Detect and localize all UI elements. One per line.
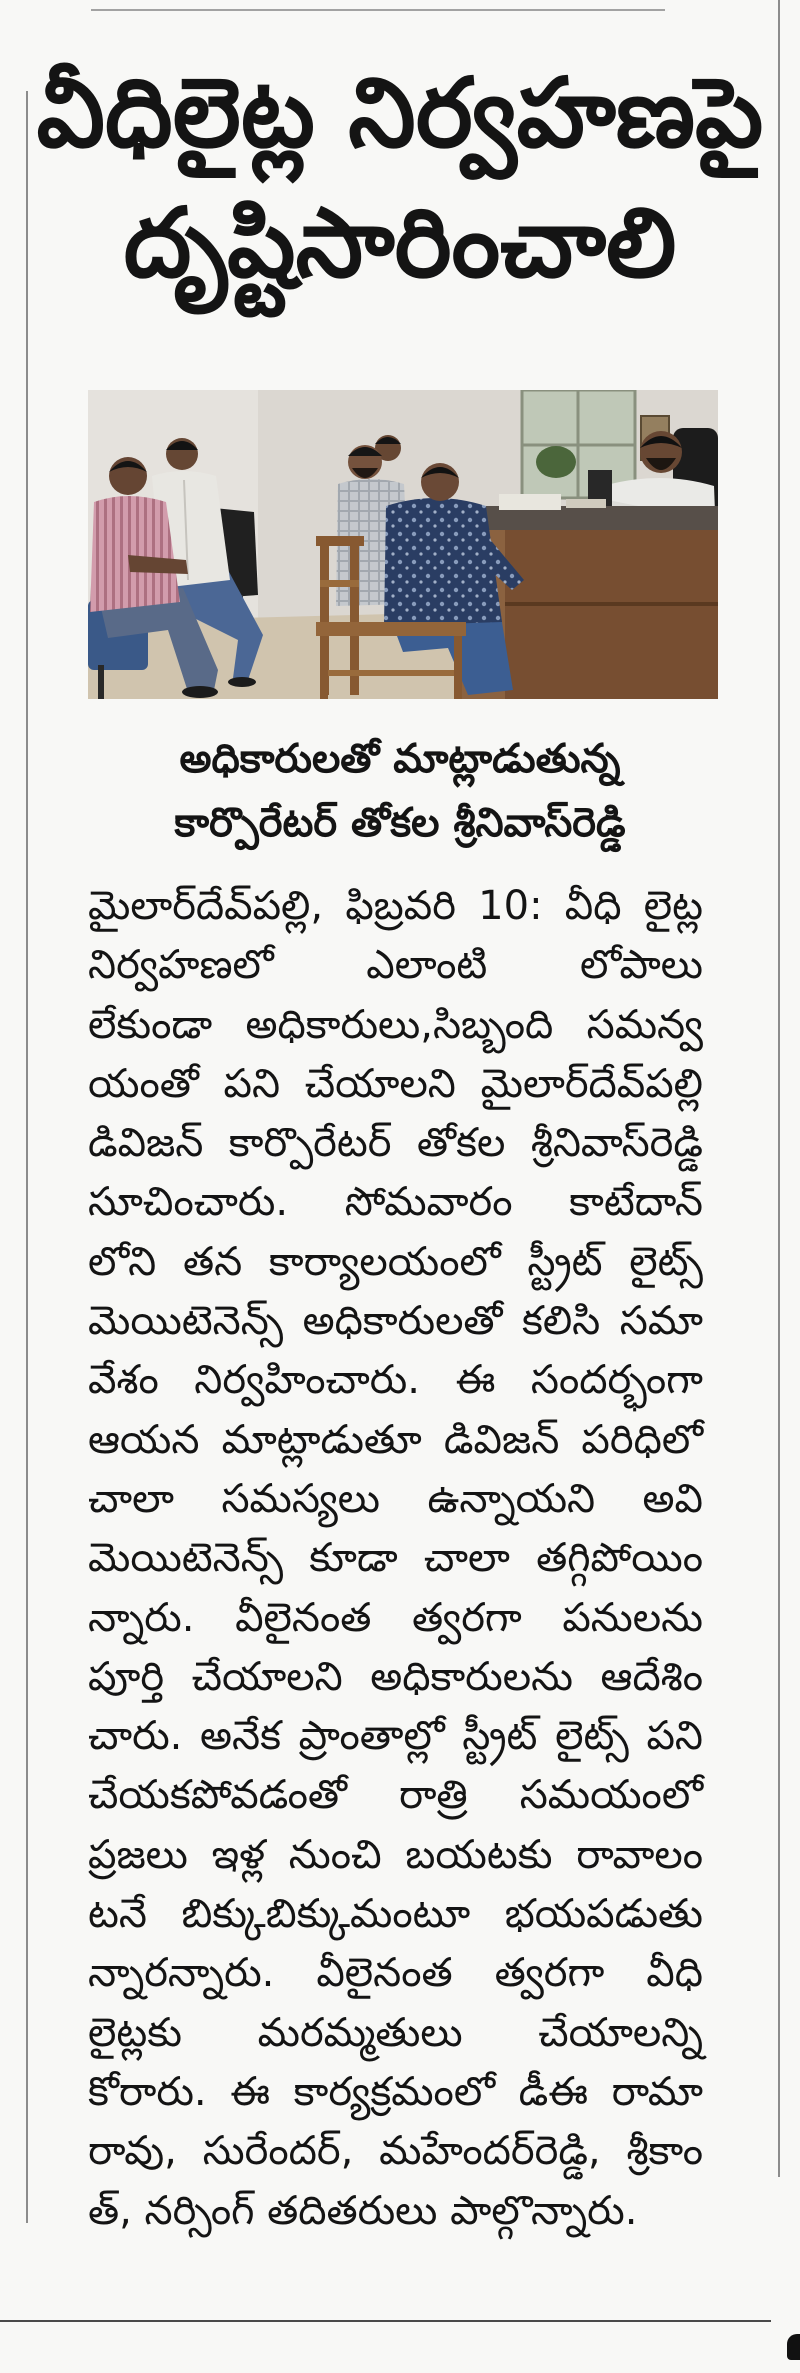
body-line: లోని తన కార్యాలయంలో స్ట్రీట్ లైట్స్ — [88, 1238, 703, 1285]
body-line: సూచించారు. సోమవారం కాటేదాన్ — [88, 1179, 703, 1226]
article-headline — [30, 48, 770, 308]
caption-line-1: అధికారులతో మాట్లాడుతున్న — [179, 736, 621, 782]
body-line: మెయిటెనెన్స్ అధికారులతో కలిసి సమా — [88, 1298, 703, 1345]
article-body — [88, 877, 703, 2241]
right-column-rule — [778, 0, 780, 2177]
body-line: ఆయన మాట్లాడుతూ డివిజన్ పరిధిలో — [88, 1416, 703, 1463]
body-line: న్నారన్నారు. వీలైనంత త్వరగా వీధి — [88, 1950, 703, 1997]
body-line: న్నారు. వీలైనంత త్వరగా పనులను — [88, 1594, 703, 1641]
article-photo — [88, 390, 718, 699]
left-column-rule — [26, 91, 28, 2223]
body-line: యంతో పని చేయాలని మైలార్‌దేవ్‌పల్లి — [88, 1060, 703, 1107]
photo-scene — [88, 390, 718, 699]
body-line: చారు. అనేక ప్రాంతాల్లో స్ట్రీట్ లైట్స్ పని — [88, 1713, 703, 1760]
photo-caption — [60, 727, 740, 855]
body-line: కోరారు. ఈ కార్యక్రమంలో డీఈ రామా — [88, 2068, 703, 2115]
body-line: పూర్తి చేయాలని అధికారులను ఆదేశిం — [88, 1653, 703, 1700]
body-line: మైలార్‌దేవ్‌పల్లి, ఫిబ్రవరి 10: వీధి లైట్ల — [88, 883, 703, 929]
cropped-glyph-fragment — [787, 2334, 800, 2360]
headline-line-1: వీధిలైట్ల నిర్వహణపై — [36, 57, 764, 169]
body-line: లేకుండా అధికారులు,సిబ్బంది సమన్వ — [88, 1001, 703, 1048]
body-line: లైట్లకు మరమ్మతులు చేయాలన్ని — [88, 2009, 703, 2056]
body-line: వేశం నిర్వహించారు. ఈ సందర్భంగా — [88, 1357, 703, 1404]
body-line: చాలా సమస్యలు ఉన్నాయని అవి — [88, 1475, 703, 1522]
photo-print-tone — [88, 390, 718, 699]
body-line: చేయకపోవడంతో రాత్రి సమయంలో — [88, 1772, 703, 1819]
body-line: టనే బిక్కుబిక్కుమంటూ భయపడుతు — [88, 1891, 703, 1938]
body-line: నిర్వహణలో ఎలాంటి లోపాలు — [88, 942, 703, 989]
body-line: డివిజన్ కార్పొరేటర్ తోకల శ్రీనివాస్‌రెడ్డి — [88, 1120, 703, 1167]
body-line: రావు, సురేందర్, మహేందర్‌రెడ్డి, శ్రీకాం — [88, 2128, 703, 2175]
caption-line-2: కార్పొరేటర్ తోకల శ్రీనివాస్‌రెడ్డి — [174, 800, 626, 846]
headline-line-2: దృష్టిసారించాలి — [123, 187, 677, 299]
body-line: ప్రజలు ఇళ్ల నుంచి బయటకు రావాలం — [88, 1831, 703, 1878]
body-line-last: త్, నర్సింగ్ తదితరులు పాల్గొన్నారు. — [88, 2187, 638, 2234]
body-line: మెయిటెనెన్స్ కూడా చాలా తగ్గిపోయిం — [88, 1535, 703, 1582]
top-column-rule — [91, 9, 665, 11]
bottom-page-rule — [0, 2320, 771, 2322]
